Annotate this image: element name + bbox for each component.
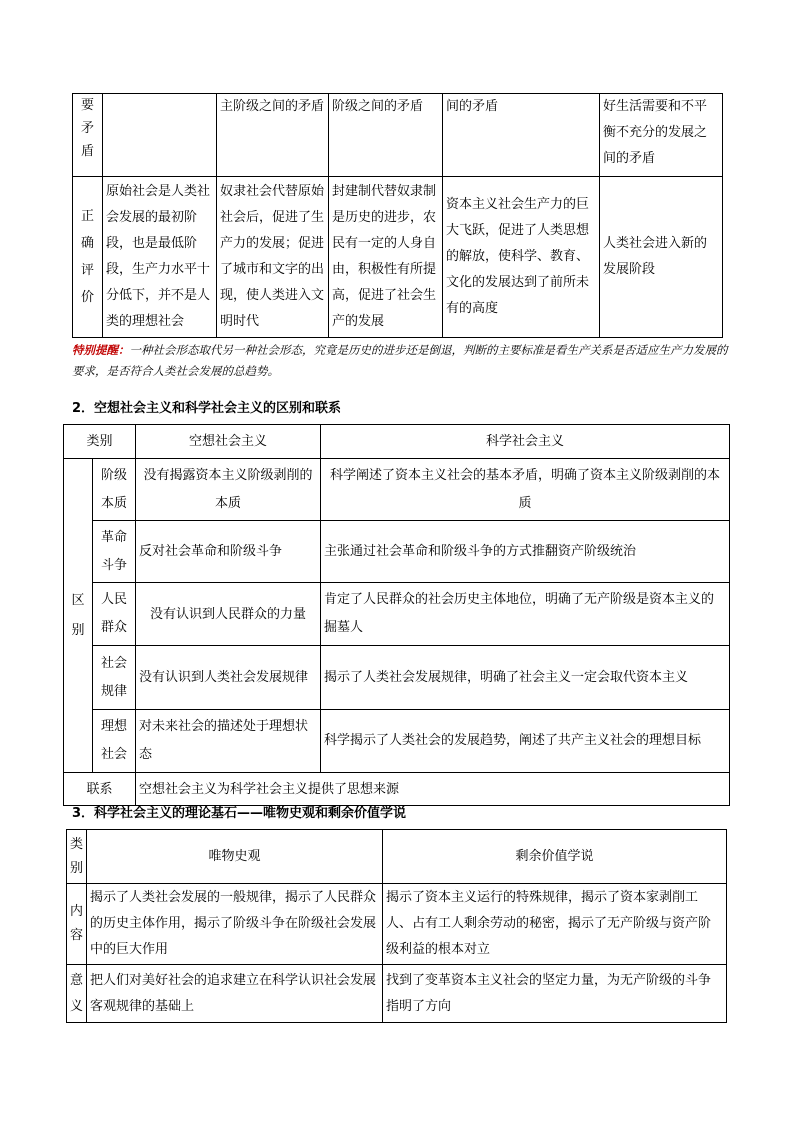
cell: 人类社会进入新的发展阶段 [600, 177, 723, 338]
header-scientific: 科学社会主义 [321, 425, 730, 459]
header-utopian: 空想社会主义 [136, 425, 321, 459]
section-2-heading: 2．空想社会主义和科学社会主义的区别和联系 [72, 401, 342, 416]
header-category: 类别 [64, 425, 136, 459]
header-historical-materialism: 唯物史观 [87, 830, 383, 884]
section-3-heading: 3．科学社会主义的理论基石——唯物史观和剩余价值学说 [72, 806, 407, 821]
special-reminder-text: 一种社会形态取代另一种社会形态，究竟是历史的进步还是倒退，判断的主要标准是看生产关系是否适应生产力发展的要求，是否符合人类社会发展的总趋势。 [72, 343, 728, 378]
row-label-main-contradiction: 要矛盾 [73, 94, 103, 177]
social-forms-table [72, 93, 723, 338]
aspect-label: 社会规律 [93, 646, 136, 710]
cell: 奴隶社会代替原始社会后，促进了生产力的发展；促进了城市和文字的出现，使人类进入文明时代 [217, 177, 329, 338]
special-reminder [72, 340, 732, 382]
scientific-cell: 主张通过社会革命和阶级斗争的方式推翻资产阶级统治 [321, 521, 730, 583]
link-text: 空想社会主义为科学社会主义提供了思想来源 [136, 773, 730, 806]
utopian-cell: 没有揭露资本主义阶级剥削的本质 [136, 459, 321, 521]
aspect-label: 人民群众 [93, 583, 136, 646]
cell: 揭示了资本主义运行的特殊规律，揭示了资本家剥削工人、占有工人剩余劳动的秘密，揭示了无产阶级与资产阶级利益的根本对立 [383, 884, 727, 965]
aspect-label: 阶级本质 [93, 459, 136, 521]
cell: 资本主义社会生产力的巨大飞跃，促进了人类思想的解放，使科学、教育、文化的发展达到了前所未有的高度 [443, 177, 600, 338]
scientific-cell: 科学揭示了人类社会的发展趋势，阐述了共产主义社会的理想目标 [321, 710, 730, 773]
cell: 找到了变革资本主义社会的坚定力量，为无产阶级的斗争指明了方向 [383, 965, 727, 1023]
cell [103, 94, 217, 177]
cell: 阶级之间的矛盾 [329, 94, 443, 177]
theory-cornerstone-table [66, 829, 727, 1023]
link-label: 联系 [64, 773, 136, 806]
cell: 原始社会是人类社会发展的最初阶段，也是最低阶段，生产力水平十分低下，并不是人类的理想社会 [103, 177, 217, 338]
cell: 好生活需要和不平衡不充分的发展之间的矛盾 [600, 94, 723, 177]
aspect-label: 理想社会 [93, 710, 136, 773]
cell: 间的矛盾 [443, 94, 600, 177]
utopian-cell: 没有认识到人类社会发展规律 [136, 646, 321, 710]
row-label-correct-evaluation: 正确评价 [73, 177, 103, 338]
special-reminder-label: 特别提醒： [72, 343, 130, 357]
header-category: 类别 [67, 830, 87, 884]
cell: 揭示了人类社会发展的一般规律，揭示了人民群众的历史主体作用，揭示了阶级斗争在阶级社会发展中的巨大作用 [87, 884, 383, 965]
group-label-difference: 区别 [64, 459, 93, 773]
utopian-cell: 没有认识到人民群众的力量 [136, 583, 321, 646]
cell: 封建制代替奴隶制是历史的进步，农民有一定的人身自由，积极性有所提高，促进了社会生产的发展 [329, 177, 443, 338]
scientific-cell: 揭示了人类社会发展规律，明确了社会主义一定会取代资本主义 [321, 646, 730, 710]
row-label-significance: 意义 [67, 965, 87, 1023]
row-label-content: 内容 [67, 884, 87, 965]
header-surplus-value: 剩余价值学说 [383, 830, 727, 884]
utopian-cell: 对未来社会的描述处于理想状态 [136, 710, 321, 773]
cell: 主阶级之间的矛盾 [217, 94, 329, 177]
socialism-comparison-table [63, 424, 730, 806]
cell: 把人们对美好社会的追求建立在科学认识社会发展客观规律的基础上 [87, 965, 383, 1023]
scientific-cell: 肯定了人民群众的社会历史主体地位，明确了无产阶级是资本主义的掘墓人 [321, 583, 730, 646]
scientific-cell: 科学阐述了资本主义社会的基本矛盾，明确了资本主义阶级剥削的本质 [321, 459, 730, 521]
aspect-label: 革命斗争 [93, 521, 136, 583]
utopian-cell: 反对社会革命和阶级斗争 [136, 521, 321, 583]
